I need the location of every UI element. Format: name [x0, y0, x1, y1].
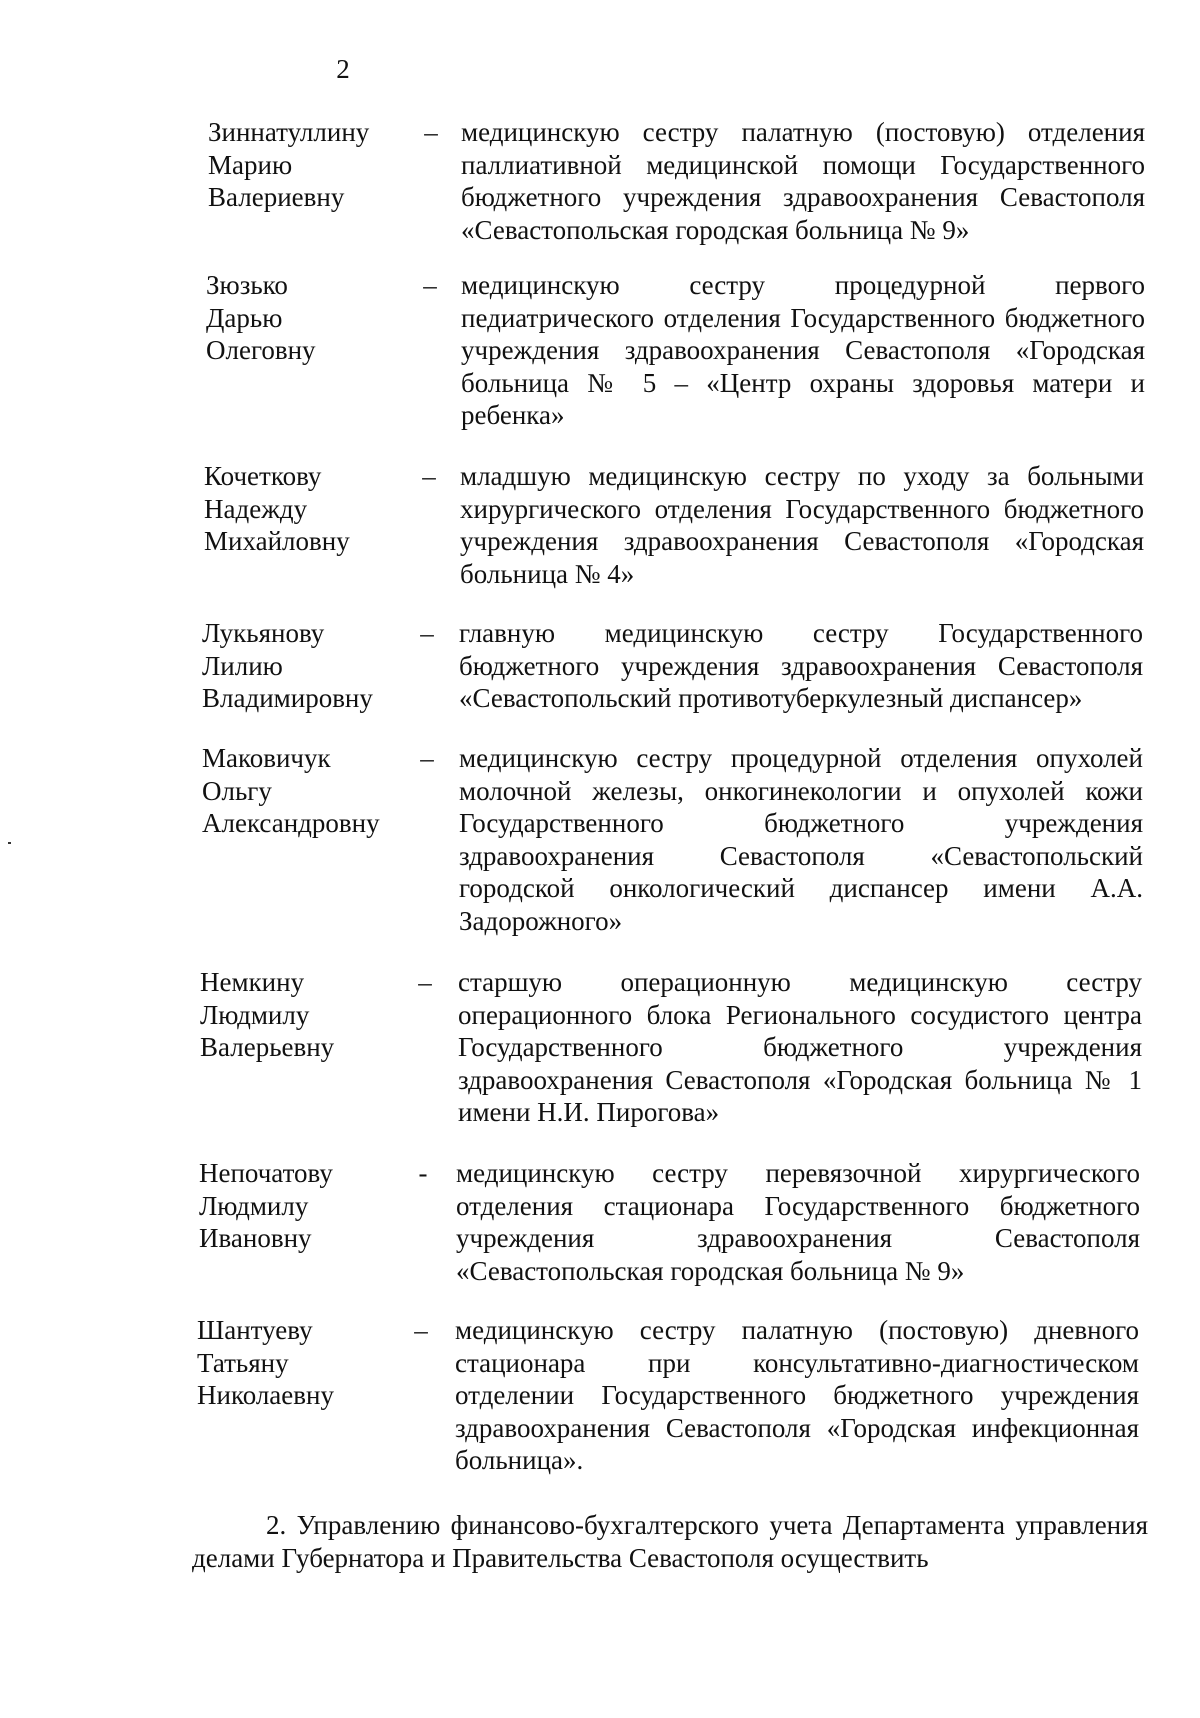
- page-number-text: 2: [336, 54, 350, 84]
- first-name: Дарью: [206, 302, 283, 333]
- surname: Шантуеву: [197, 1315, 313, 1345]
- position-description: медицинскую сестру процедурной отделения опухолей молочной железы, онкогинекологии и опухолей кожи Государственного бюджетного учреждения здравоохранения Севастополя «Севастопольский городской онкологический диспансер имени А.А. Задорожного»: [459, 743, 1143, 936]
- person-name: [204, 460, 414, 558]
- surname: Лукьянову: [202, 618, 325, 648]
- patronymic: Владимировну: [202, 683, 373, 714]
- person-name: [202, 617, 412, 715]
- entry-dash: –: [418, 967, 432, 997]
- entry-dash: –: [423, 270, 437, 300]
- patronymic: Валериевну: [208, 182, 345, 213]
- paragraph-2: 2. Управлению финансово-бухгалтерского учета Департамента управления делами Губернатора и Правительства Севастополя осуществить: [192, 1510, 1148, 1573]
- first-name: Лилию: [202, 650, 283, 681]
- entry-dash: –: [424, 117, 438, 147]
- entry-dash: –: [420, 743, 434, 773]
- surname: Зиннатуллину: [208, 117, 370, 147]
- person-name: [200, 966, 410, 1064]
- page-number: [0, 53, 1200, 85]
- position-description: медицинскую сестру перевязочной хирургического отделения стационара Государственного бюджетного учреждения здравоохранения Севастополя «Севастопольская городская больница № 9»: [456, 1158, 1140, 1286]
- position-description: старшую операционную медицинскую сестру операционного блока Регионального сосудистого центра Государственного бюджетного учреждения здравоохранения Севастополя «Городская больница № 1 имени Н.И. Пирогова»: [458, 967, 1142, 1128]
- person-name: [197, 1314, 407, 1412]
- person-name: [202, 742, 412, 840]
- person-name: [208, 116, 418, 214]
- patronymic: Валерьевну: [200, 1032, 335, 1063]
- position-description: медицинскую сестру палатную (постовую) отделения паллиативной медицинской помощи Государственного бюджетного учреждения здравоохранения Севастополя «Севастопольская городская больница № 9»: [461, 117, 1145, 245]
- surname: Зюзько: [206, 270, 288, 300]
- person-name: [206, 269, 416, 367]
- scan-speck: [8, 842, 11, 844]
- first-name: Людмилу: [199, 1190, 309, 1221]
- surname: Кочеткову: [204, 461, 322, 491]
- entry-dash: –: [422, 461, 436, 491]
- patronymic: Николаевну: [197, 1380, 334, 1411]
- entry-dash: –: [420, 618, 434, 648]
- first-name: Ольгу: [202, 775, 272, 806]
- entry-dash: –: [414, 1315, 428, 1345]
- position-description: медицинскую сестру палатную (постовую) дневного стационара при консультативно-диагностическом отделении Государственного бюджетного учреждения здравоохранения Севастополя «Городская инфекционная больница».: [455, 1315, 1139, 1476]
- patronymic: Александровну: [202, 808, 380, 839]
- position-description: главную медицинскую сестру Государственного бюджетного учреждения здравоохранения Севастополя «Севастопольский противотуберкулезный диспансер»: [459, 618, 1143, 714]
- surname: Маковичук: [202, 743, 331, 773]
- first-name: Надежду: [204, 493, 308, 524]
- position-description: младшую медицинскую сестру по уходу за больными хирургического отделения Государственного бюджетного учреждения здравоохранения Севастополя «Городская больница № 4»: [460, 461, 1144, 589]
- first-name: Татьяну: [197, 1347, 289, 1378]
- patronymic: Олеговну: [206, 335, 316, 366]
- surname: Немкину: [200, 967, 305, 997]
- person-name: [199, 1157, 409, 1255]
- patronymic: Ивановну: [199, 1223, 312, 1254]
- first-name: Людмилу: [200, 999, 310, 1030]
- first-name: Марию: [208, 149, 293, 180]
- surname: Непочатову: [199, 1158, 333, 1188]
- position-description: медицинскую сестру процедурной первого педиатрического отделения Государственного бюджетного учреждения здравоохранения Севастополя «Городская больница № 5 – «Центр охраны здоровья матери и ребенка»: [461, 270, 1145, 431]
- patronymic: Михайловну: [204, 526, 350, 557]
- entry-dash: -: [418, 1158, 428, 1188]
